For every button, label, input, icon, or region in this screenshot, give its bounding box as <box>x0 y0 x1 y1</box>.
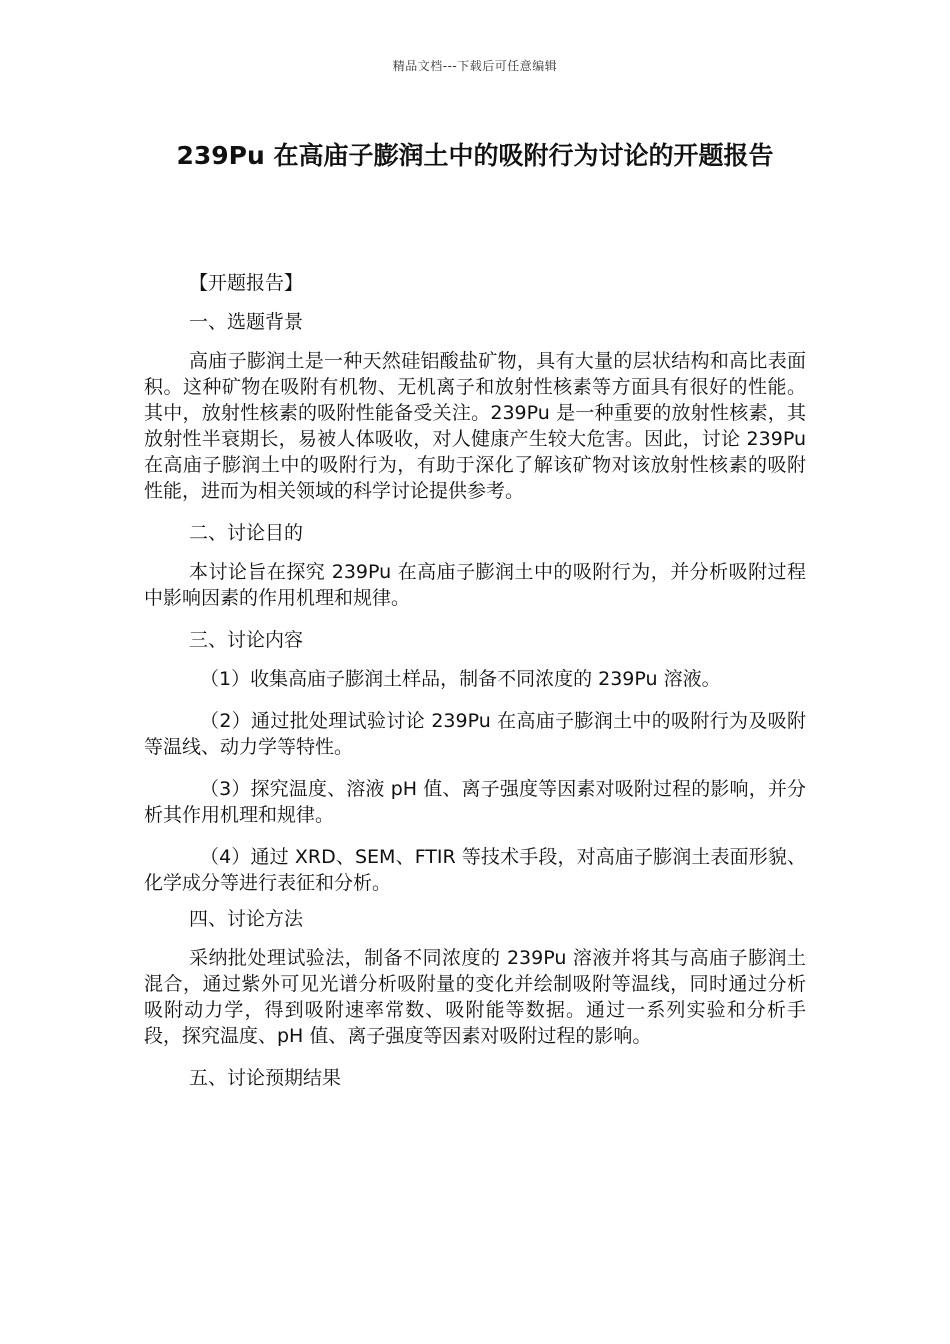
section-heading-method: 四、讨论方法 <box>189 908 304 930</box>
section-heading-background: 一、选题背景 <box>189 311 304 333</box>
section-label: 【开题报告】 <box>189 272 304 294</box>
paragraph-background: 高庙子膨润土是一种天然硅铝酸盐矿物，具有大量的层状结构和高比表面积。这种矿物在吸附有机物、无机离子和放射性核素等方面具有很好的性能。其中，放射性核素的吸附性能备受关注。239Pu 是一种重要的放射性核素，其放射性半衰期长，易被人体吸收，对人健康产生较大危害。因此，讨论 239Pu 在高庙子膨润土中的吸附行为，有助于深化了解该矿物对该放射性核素的吸附性能，进而为相关领域的科学讨论提供参考。 <box>144 350 806 502</box>
list-item: （3）探究温度、溶液 pH 值、离子强度等因素对吸附过程的影响，并分析其作用机理和规律。 <box>144 778 806 826</box>
document-body <box>144 270 806 1104</box>
paragraph-purpose: 本讨论旨在探究 239Pu 在高庙子膨润土中的吸附行为，并分析吸附过程中影响因素的作用机理和规律。 <box>144 561 806 609</box>
list-item: （2）通过批处理试验讨论 239Pu 在高庙子膨润土中的吸附行为及吸附等温线、动力学等特性。 <box>144 710 806 758</box>
section-heading-expected-results: 五、讨论预期结果 <box>189 1067 342 1089</box>
header-note: 精品文档---下载后可任意编辑 <box>392 59 558 73</box>
paragraph-method: 采纳批处理试验法，制备不同浓度的 239Pu 溶液并将其与高庙子膨润土混合，通过紫外可见光谱分析吸附量的变化并绘制吸附等温线，同时通过分析吸附动力学，得到吸附速率常数、吸附能等数据。通过一系列实验和分析手段，探究温度、pH 值、离子强度等因素对吸附过程的影响。 <box>144 947 806 1047</box>
list-item: （4）通过 XRD、SEM、FTIR 等技术手段，对高庙子膨润土表面形貌、化学成分等进行表征和分析。 <box>144 846 806 894</box>
section-heading-purpose: 二、讨论目的 <box>189 522 304 544</box>
list-item: （1）收集高庙子膨润土样品，制备不同浓度的 239Pu 溶液。 <box>200 668 721 690</box>
document-title: 239Pu 在高庙子膨润土中的吸附行为讨论的开题报告 <box>176 141 774 170</box>
section-heading-content: 三、讨论内容 <box>189 629 304 651</box>
